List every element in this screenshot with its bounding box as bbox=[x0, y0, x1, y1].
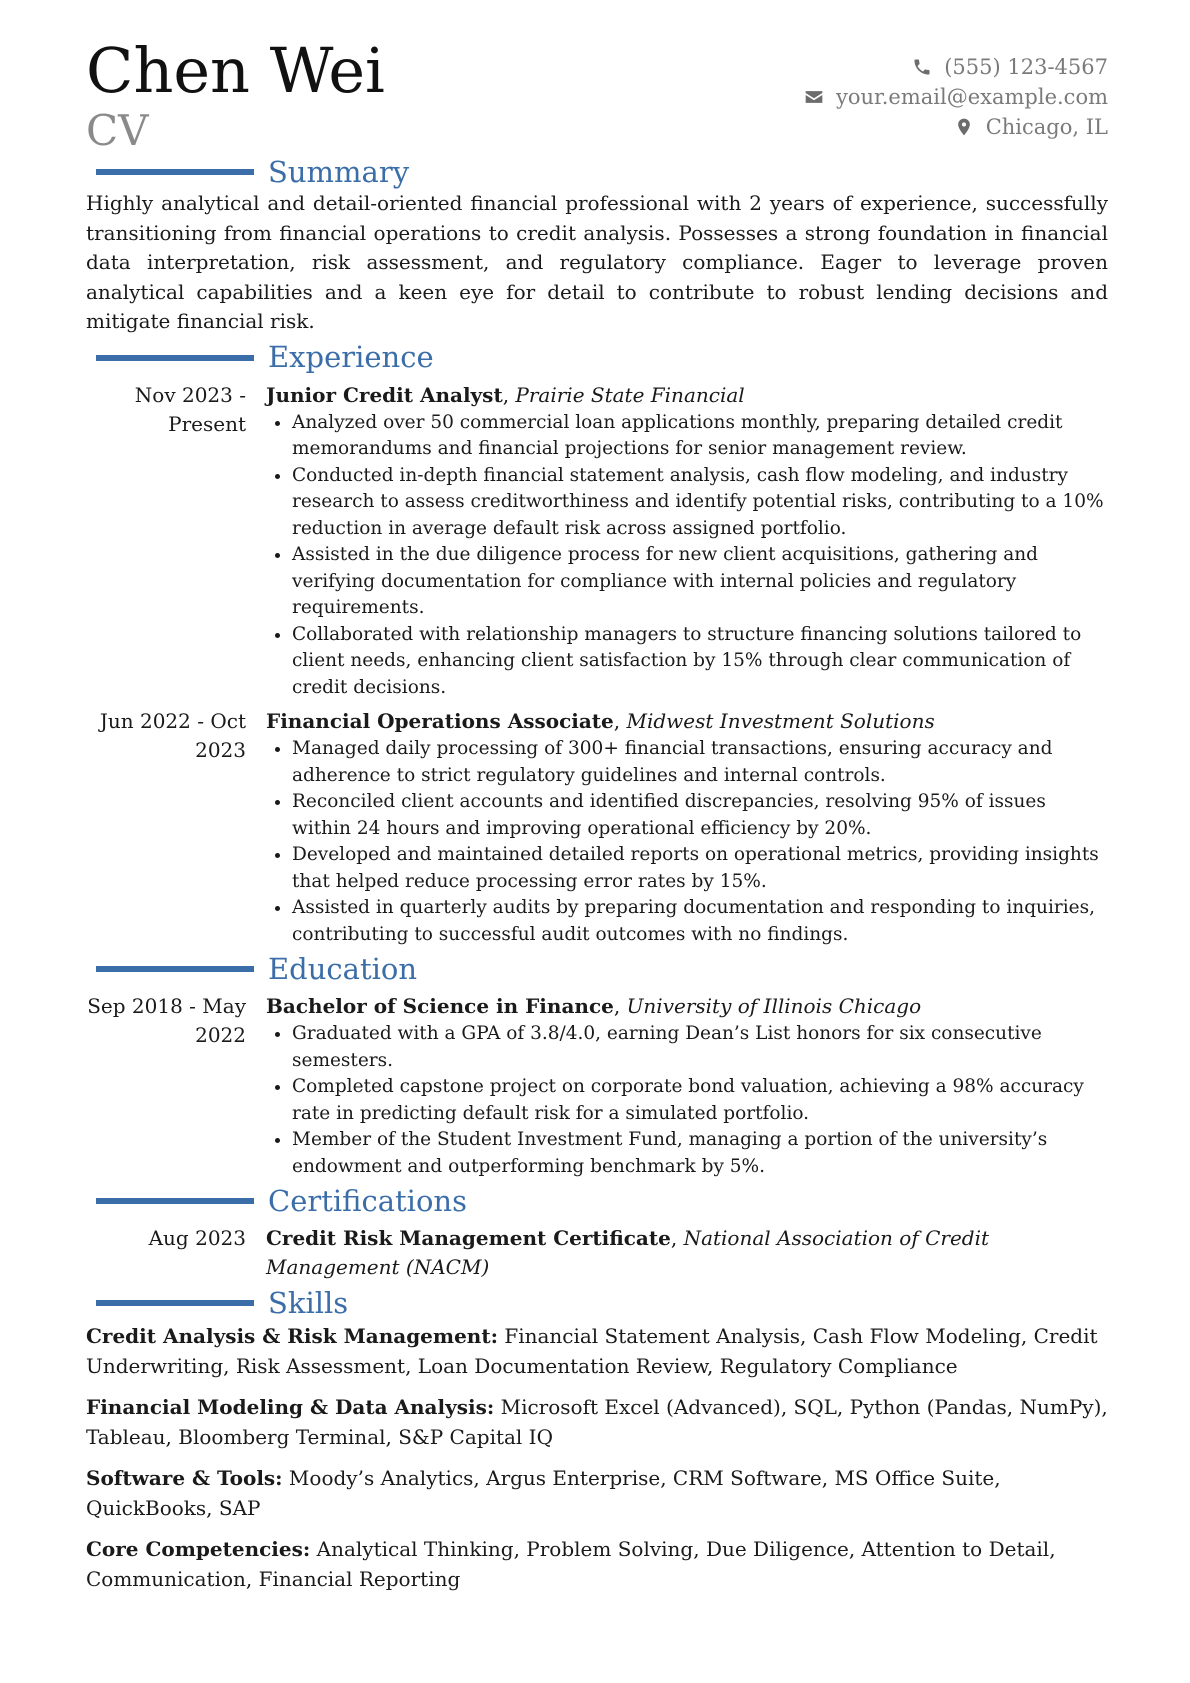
section-certifications-heading bbox=[86, 1184, 1108, 1218]
list-item: • Managed daily processing of 300+ financial transactions, ensuring accuracy and adherence to strict regulatory guidelines and internal controls. bbox=[292, 736, 1108, 789]
list-item: • Assisted in the due diligence process for new client acquisitions, gathering and verifying documentation for compliance with internal policies and regulatory requirements. bbox=[292, 542, 1108, 622]
phone-icon bbox=[912, 57, 932, 77]
contact-phone bbox=[804, 52, 1108, 82]
envelope-icon bbox=[804, 87, 824, 107]
skill-items: Microsoft Excel (Advanced), SQL, Python (Pandas, NumPy), Tableau, Bloomberg Terminal, S&P Capital IQ bbox=[86, 1395, 1108, 1449]
document-type: CV bbox=[86, 106, 149, 155]
location-text: Chicago, IL bbox=[985, 115, 1108, 139]
entry-date: Jun 2022 - Oct 2023 bbox=[99, 709, 246, 762]
list-item: • Developed and maintained detailed reports on operational metrics, providing insights that helped reduce processing error rates by 15%. bbox=[292, 842, 1108, 895]
entry-date: Nov 2023 - Present bbox=[134, 382, 246, 436]
entry-date: Aug 2023 bbox=[148, 1226, 246, 1250]
skill-group bbox=[86, 1464, 1108, 1523]
entry-heading: Bachelor of Science in Finance, University of Illinois Chicago bbox=[266, 994, 922, 1018]
certification-entry bbox=[86, 1224, 1108, 1282]
certificate-title: Credit Risk Management Certificate bbox=[266, 1226, 671, 1250]
bullet-list bbox=[266, 410, 1108, 702]
section-title: Certifications bbox=[268, 1183, 467, 1218]
section-rule bbox=[96, 355, 254, 361]
person-name: Chen Wei bbox=[86, 34, 385, 107]
degree-title: Bachelor of Science in Finance bbox=[266, 994, 614, 1018]
section-rule bbox=[96, 169, 254, 175]
experience-entry bbox=[86, 381, 1108, 702]
section-rule bbox=[96, 1198, 254, 1204]
section-rule bbox=[96, 966, 254, 972]
bullet-list bbox=[266, 736, 1108, 948]
entry-heading: Credit Risk Management Certificate, National Association of Credit Management (NACM) bbox=[266, 1226, 990, 1279]
list-item: • Member of the Student Investment Fund, managing a portion of the university’s endowment and outperforming benchmark by 5%. bbox=[292, 1127, 1108, 1180]
entry-heading: Junior Credit Analyst, Prairie State Financial bbox=[266, 382, 745, 407]
list-item: • Reconciled client accounts and identified discrepancies, resolving 95% of issues within 24 hours and improving operational efficiency by 20%. bbox=[292, 789, 1108, 842]
list-item: • Graduated with a GPA of 3.8/4.0, earning Dean’s List honors for six consecutive semesters. bbox=[292, 1021, 1108, 1074]
skill-items: Moody’s Analytics, Argus Enterprise, CRM Software, MS Office Suite, QuickBooks, SAP bbox=[86, 1466, 1001, 1520]
skill-category: Financial Modeling & Data Analysis: bbox=[86, 1395, 495, 1419]
section-title: Summary bbox=[268, 154, 410, 189]
skill-group bbox=[86, 1322, 1108, 1381]
institution: University of Illinois Chicago bbox=[626, 994, 922, 1018]
email-link[interactable]: your.email@example.com bbox=[835, 85, 1108, 109]
education-entry bbox=[86, 992, 1108, 1180]
summary-text: Highly analytical and detail-oriented financial professional with 2 years of experience, successfully transitioning from financial operations to credit analysis. Possesses a strong foundation in financial data interpretation, risk assessment, and regulatory compliance. Eager to leverage proven analytical capabilities and a keen eye for detail to contribute to robust lending decisions and mitigate financial risk. bbox=[86, 191, 1108, 333]
bullet-list bbox=[266, 1021, 1108, 1180]
list-item: • Analyzed over 50 commercial loan applications monthly, preparing detailed credit memorandums and financial projections for senior management review. bbox=[292, 410, 1108, 463]
section-title: Experience bbox=[268, 340, 434, 374]
skill-category: Software & Tools: bbox=[86, 1466, 283, 1490]
skill-group bbox=[86, 1535, 1108, 1594]
section-skills-heading bbox=[86, 1286, 1108, 1320]
map-pin-icon bbox=[954, 117, 974, 137]
experience-entry bbox=[86, 707, 1108, 948]
entry-date: Sep 2018 - May 2022 bbox=[87, 994, 246, 1047]
list-item: • Collaborated with relationship managers to structure financing solutions tailored to client needs, enhancing client satisfaction by 15% through clear communication of credit decisions. bbox=[292, 622, 1108, 702]
issuer: National Association of Credit Management (NACM) bbox=[266, 1226, 990, 1279]
skill-category: Core Competencies: bbox=[86, 1537, 311, 1561]
section-summary-heading bbox=[86, 155, 1108, 189]
section-rule bbox=[96, 1300, 254, 1306]
job-title: Junior Credit Analyst bbox=[266, 382, 503, 407]
contact-email bbox=[804, 82, 1108, 112]
job-title: Financial Operations Associate bbox=[266, 709, 614, 733]
list-item: • Conducted in-depth financial statement analysis, cash flow modeling, and industry research to assess creditworthiness and identify potential risks, contributing to a 10% reduction in average default risk across assigned portfolio. bbox=[292, 463, 1108, 543]
section-title: Skills bbox=[268, 1285, 349, 1320]
contact-block bbox=[804, 52, 1108, 142]
contact-location bbox=[804, 112, 1108, 142]
employer: Midwest Investment Solutions bbox=[626, 709, 935, 733]
employer: Prairie State Financial bbox=[515, 382, 745, 407]
cv-header bbox=[86, 0, 1108, 155]
skills-list bbox=[86, 1322, 1108, 1594]
skill-category: Credit Analysis & Risk Management: bbox=[86, 1324, 498, 1348]
list-item: • Completed capstone project on corporate bond valuation, achieving a 98% accuracy rate in predicting default risk for a simulated portfolio. bbox=[292, 1074, 1108, 1127]
entry-heading: Financial Operations Associate, Midwest Investment Solutions bbox=[266, 709, 935, 733]
phone-text: (555) 123-4567 bbox=[944, 55, 1108, 79]
section-education-heading bbox=[86, 952, 1108, 986]
section-title: Education bbox=[268, 951, 418, 986]
list-item: • Assisted in quarterly audits by preparing documentation and responding to inquiries, contributing to successful audit outcomes with no findings. bbox=[292, 895, 1108, 948]
skill-group bbox=[86, 1393, 1108, 1452]
skill-items: Analytical Thinking, Problem Solving, Due Diligence, Attention to Detail, Communication, Financial Reporting bbox=[86, 1537, 1056, 1591]
skill-items: Financial Statement Analysis, Cash Flow Modeling, Credit Underwriting, Risk Assessment, Loan Documentation Review, Regulatory Compliance bbox=[86, 1324, 1098, 1378]
section-experience-heading bbox=[86, 341, 1108, 375]
